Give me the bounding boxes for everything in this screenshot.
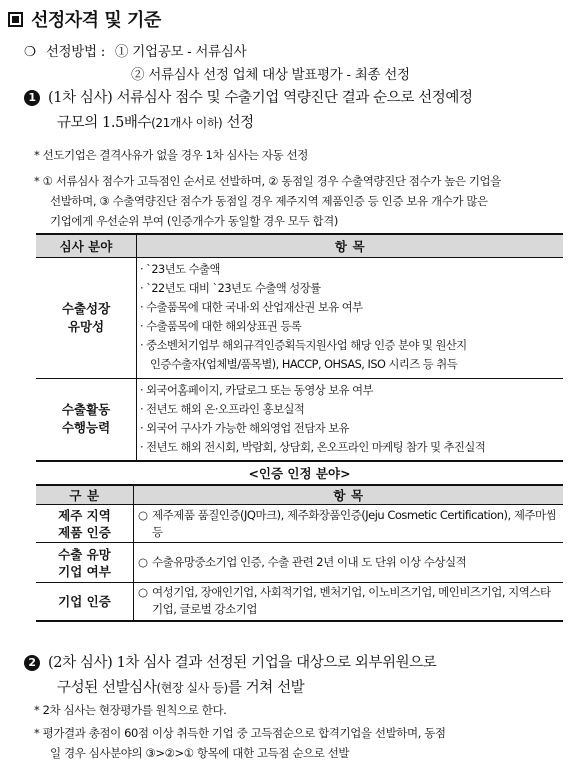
section2-note-2-line2: 일 경우 심사분야의 ③>②>① 항목에 대한 고득점 순으로 선발 <box>50 746 350 760</box>
list-item-continued: 인증수출자(업체별/품목별), HACCP, OHSAS, ISO 시리즈 등 취득 <box>150 358 458 371</box>
section2-line2-a: 구성된 선발심사 <box>57 680 157 696</box>
section1-line2-c: 선정 <box>222 115 254 131</box>
table-header-items: 항 목 <box>137 234 564 258</box>
table-row-category: 기업 인증 <box>36 583 134 621</box>
method-line-1 <box>24 40 246 60</box>
circle-bullet-icon: ○ <box>138 507 148 522</box>
table-header-category: 구 분 <box>36 485 134 505</box>
table-row-items <box>137 258 564 379</box>
method-label: 선정방법 : <box>45 44 106 60</box>
table-row <box>36 505 563 543</box>
heading-text: 선정자격 및 기준 <box>31 10 161 31</box>
table-row-category: 수출활동 수행능력 <box>36 379 137 461</box>
table-row <box>36 258 563 379</box>
list-item: · 수출품목에 대한 해외상표권 등록 <box>140 320 302 333</box>
section1-note-2-line3: 기업에게 우선순위 부여 (인증개수가 동일할 경우 모두 합격) <box>50 214 338 228</box>
list-item: · 중소벤처기업부 해외규격인증획득지원사업 해당 인증 분야 및 원산지 <box>140 339 467 352</box>
section2-line1-text: (2차 심사) 1차 심사 결과 선정된 기업을 대상으로 외부위원으로 <box>48 655 437 671</box>
table-header-items: 항 목 <box>134 485 564 505</box>
section1-note-2-line1: * ① 서류심사 점수가 고득점인 순서로 선발하며, ② 동점일 경우 수출역량진단 점수가 높은 기업을 <box>34 174 501 188</box>
certification-table <box>36 484 563 622</box>
table-row-category: 제주 지역 제품 인증 <box>36 505 134 543</box>
table-header-row <box>36 234 563 258</box>
cert-table-title: <인증 인정 분야> <box>248 466 351 481</box>
table-row-description: ○ 여성기업, 장애인기업, 사회적기업, 벤처기업, 이노비즈기업, 메인비즈기업, 지역스타기업, 글로벌 강소기업 <box>138 585 551 617</box>
square-bullet-icon <box>8 12 23 27</box>
section1-note-2-line2: 선발하며, ③ 수출역량진단 점수가 동점일 경우 제주지역 제품인증 등 인증 보유 개수가 많은 <box>50 194 488 208</box>
method-step-2: ② 서류심사 선정 업체 대상 발표평가 - 최종 선정 <box>131 67 410 83</box>
list-item: · 외국어 구사가 가능한 해외영업 전담자 보유 <box>140 422 350 435</box>
table-row-category: 수출 유망 기업 여부 <box>36 543 134 583</box>
list-item: · 수출품목에 대한 국내·외 산업재산권 보유 여부 <box>140 301 363 314</box>
table-header-row <box>36 485 563 505</box>
section2-line-2 <box>57 676 304 697</box>
section1-line-2 <box>57 111 254 132</box>
table-row-description: ○ 수출유망중소기업 인증, 수출 관련 2년 이내 도 단위 이상 수상실적 <box>134 543 564 583</box>
method-step-1: ① 기업공모 - 서류심사 <box>115 44 247 60</box>
number-badge-icon: 2 <box>24 655 40 671</box>
section1-line2-a: 규모의 1.5배수 <box>57 115 152 131</box>
table-row <box>36 379 563 461</box>
circle-bullet-icon: ○ <box>138 555 148 569</box>
table-row-description: ○ 제주제품 품질인증(JQ마크), 제주화장품인증(Jeju Cosmetic Certification), 제주마씸 등 <box>134 505 564 543</box>
section-heading <box>8 6 161 32</box>
table-row <box>36 543 563 583</box>
list-item: · `22년도 대비 `23년도 수출액 성장률 <box>140 282 321 295</box>
list-item: · 외국어홈페이지, 카달로그 또는 동영상 보유 여부 <box>140 384 373 397</box>
circle-bullet-icon: ○ <box>138 585 148 600</box>
evaluation-table <box>36 233 563 462</box>
section1-line2-b: (21개사 이하) <box>151 116 223 130</box>
section1-note-1: * 선도기업은 결격사유가 없을 경우 1차 심사는 자동 선정 <box>34 148 308 162</box>
section1-line-1 <box>24 86 473 107</box>
table-row-items <box>137 379 564 461</box>
section2-note-2-line1: * 평가결과 총점이 60점 이상 취득한 기업 중 고득점순으로 합격기업을 선발하며, 동점 <box>34 726 446 740</box>
list-item: · 전년도 해외 온·오프라인 홍보실적 <box>140 403 305 416</box>
section2-note-1: * 2차 심사는 현장평가를 원칙으로 한다. <box>34 703 227 717</box>
table-row <box>36 583 563 621</box>
table-row-category: 수출성장 유망성 <box>36 258 137 379</box>
list-item: · `23년도 수출액 <box>140 263 220 276</box>
section1-line1-text: (1차 심사) 서류심사 점수 및 수출기업 역량진단 결과 순으로 선정예정 <box>48 90 473 106</box>
section2-line2-c: 를 거쳐 선발 <box>227 680 305 696</box>
table-header-category: 심사 분야 <box>36 234 137 258</box>
circle-bullet-icon: ❍ <box>24 44 36 60</box>
section2-line-1 <box>24 651 436 672</box>
section2-line2-b: (현장 실사 등) <box>156 681 228 695</box>
list-item: · 전년도 해외 전시회, 박람회, 상담회, 온오프라인 마케팅 참가 및 추진실적 <box>140 441 486 454</box>
number-badge-icon: 1 <box>24 90 40 106</box>
